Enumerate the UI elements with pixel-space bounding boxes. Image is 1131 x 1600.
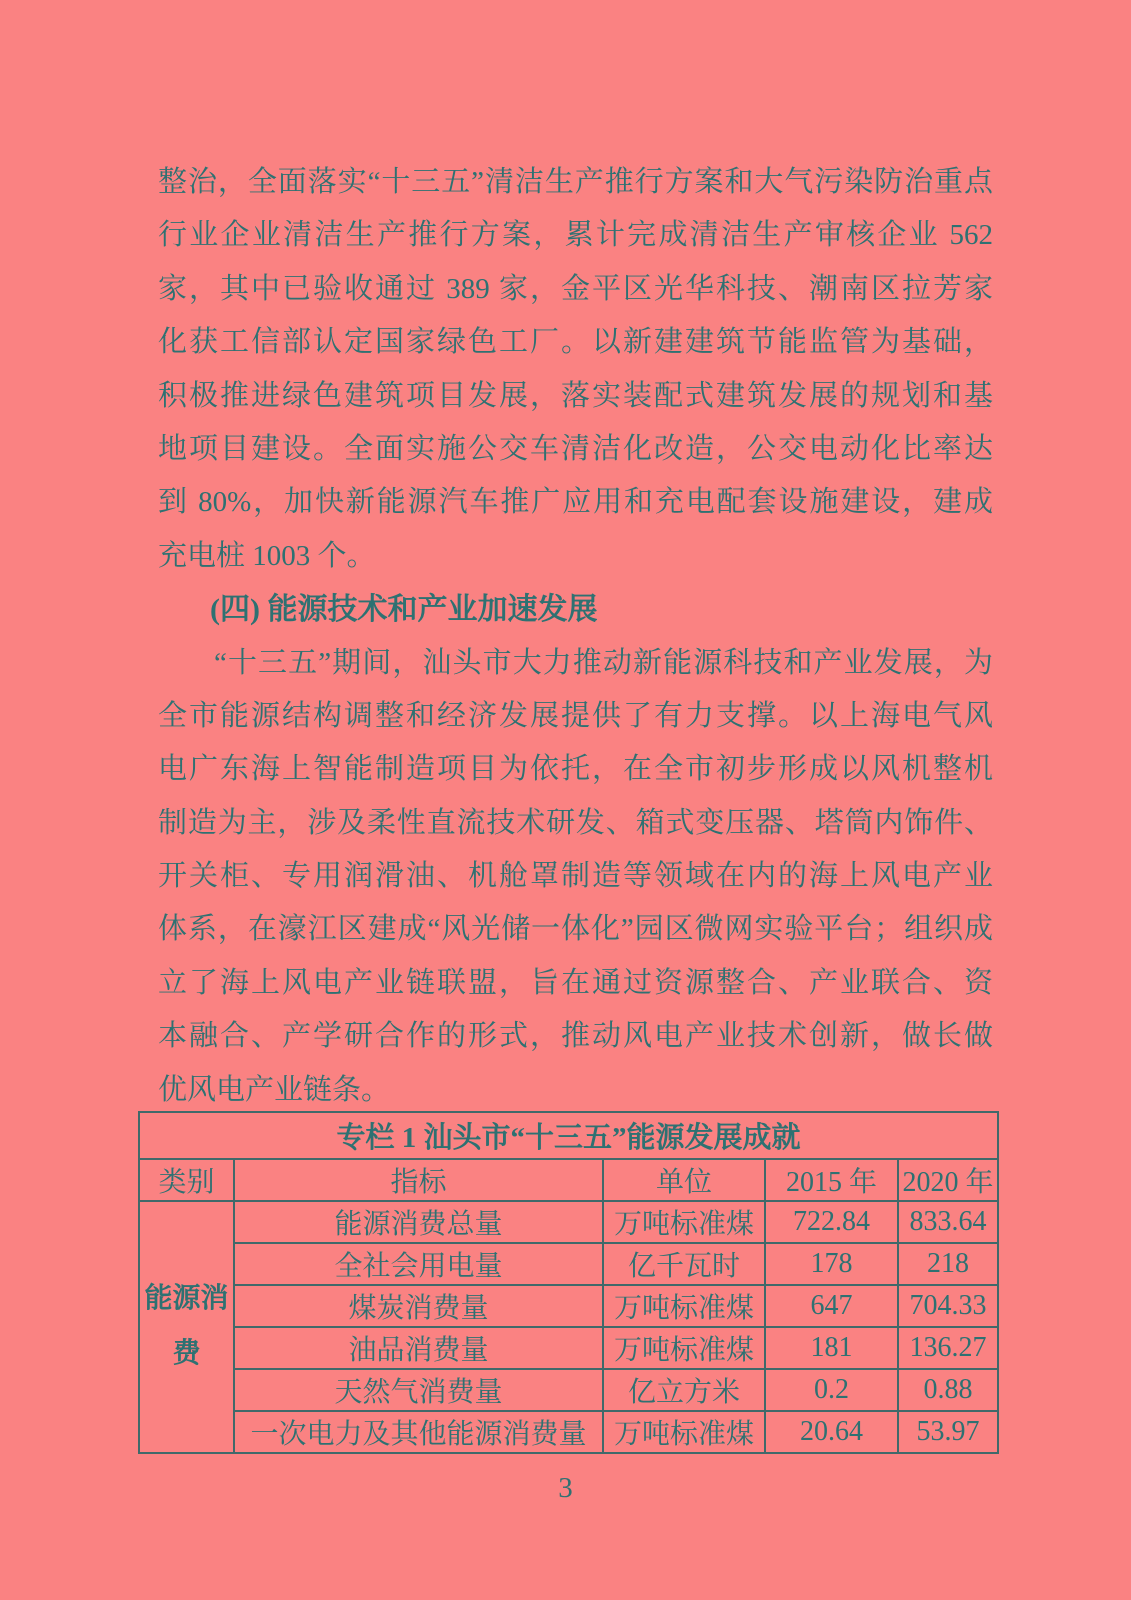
value-2020-cell: 136.27 — [898, 1327, 998, 1369]
unit-cell: 万吨标准煤 — [603, 1411, 765, 1453]
body-text — [158, 156, 993, 1117]
table-row — [139, 1285, 998, 1327]
body-line: 立了海上风电产业链联盟，旨在通过资源整合、产业联合、资 — [158, 966, 993, 999]
page-number: 3 — [558, 1472, 573, 1504]
body-line: 化获工信部认定国家绿色工厂。以新建建筑节能监管为基础， — [158, 326, 993, 359]
unit-cell: 万吨标准煤 — [603, 1285, 765, 1327]
body-line: “十三五”期间，汕头市大力推动新能源科技和产业发展，为 — [214, 646, 993, 679]
header-category: 类别 — [139, 1159, 234, 1201]
value-2020-cell: 53.97 — [898, 1411, 998, 1453]
body-line: 优风电产业链条。 — [158, 1073, 391, 1106]
table-row — [139, 1243, 998, 1285]
indicator-cell: 天然气消费量 — [234, 1369, 603, 1411]
body-line: 开关柜、专用润滑油、机舱罩制造等领域在内的海上风电产业 — [158, 860, 993, 893]
header-unit: 单位 — [603, 1159, 765, 1201]
value-2015-cell: 0.2 — [765, 1369, 898, 1411]
body-line: 整治，全面落实“十三五”清洁生产推行方案和大气污染防治重点 — [158, 166, 993, 198]
header-indicator: 指标 — [234, 1159, 603, 1201]
section-heading: (四) 能源技术和产业加速发展 — [210, 593, 598, 627]
indicator-cell: 全社会用电量 — [234, 1243, 603, 1285]
header-2015: 2015 年 — [765, 1159, 898, 1201]
unit-cell: 亿立方米 — [603, 1369, 765, 1411]
body-line: 充电桩 1003 个。 — [158, 539, 376, 572]
indicator-cell: 油品消费量 — [234, 1327, 603, 1369]
body-line: 地项目建设。全面实施公交车清洁化改造，公交电动化比率达 — [158, 432, 993, 465]
body-line: 本融合、产学研合作的形式，推动风电产业技术创新，做长做 — [158, 1020, 993, 1053]
body-line: 积极推进绿色建筑项目发展，落实装配式建筑发展的规划和基 — [158, 379, 993, 412]
table-title-row — [139, 1112, 998, 1159]
table-row — [139, 1411, 998, 1453]
body-line: 家，其中已验收通过 389 家，金平区光华科技、潮南区拉芳家 — [158, 272, 993, 305]
category-cell: 能源消费 — [139, 1201, 234, 1453]
unit-cell: 万吨标准煤 — [603, 1201, 765, 1243]
value-2015-cell: 647 — [765, 1285, 898, 1327]
value-2020-cell: 833.64 — [898, 1201, 998, 1243]
energy-achievements-table — [138, 1111, 999, 1454]
body-line: 到 80%，加快新能源汽车推广应用和充电配套设施建设，建成 — [158, 486, 993, 519]
body-line: 电广东海上智能制造项目为依托，在全市初步形成以风机整机 — [158, 753, 993, 786]
unit-cell: 亿千瓦时 — [603, 1243, 765, 1285]
value-2015-cell: 181 — [765, 1327, 898, 1369]
table-row — [139, 1201, 998, 1243]
table-row — [139, 1327, 998, 1369]
table-row — [139, 1369, 998, 1411]
body-line: 制造为主，涉及柔性直流技术研发、箱式变压器、塔筒内饰件、 — [158, 806, 993, 839]
value-2015-cell: 722.84 — [765, 1201, 898, 1243]
table-title: 专栏 1 汕头市“十三五”能源发展成就 — [139, 1112, 998, 1159]
body-line: 全市能源结构调整和经济发展提供了有力支撑。以上海电气风 — [158, 699, 993, 732]
body-line: 体系，在濠江区建成“风光储一体化”园区微网实验平台；组织成 — [158, 913, 993, 946]
indicator-cell: 能源消费总量 — [234, 1201, 603, 1243]
value-2015-cell: 20.64 — [765, 1411, 898, 1453]
value-2020-cell: 218 — [898, 1243, 998, 1285]
indicator-cell: 煤炭消费量 — [234, 1285, 603, 1327]
value-2020-cell: 0.88 — [898, 1369, 998, 1411]
value-2020-cell: 704.33 — [898, 1285, 998, 1327]
header-2020: 2020 年 — [898, 1159, 998, 1201]
indicator-cell: 一次电力及其他能源消费量 — [234, 1411, 603, 1453]
unit-cell: 万吨标准煤 — [603, 1327, 765, 1369]
table-header-row — [139, 1159, 998, 1201]
value-2015-cell: 178 — [765, 1243, 898, 1285]
body-line: 行业企业清洁生产推行方案，累计完成清洁生产审核企业 562 — [158, 219, 993, 252]
